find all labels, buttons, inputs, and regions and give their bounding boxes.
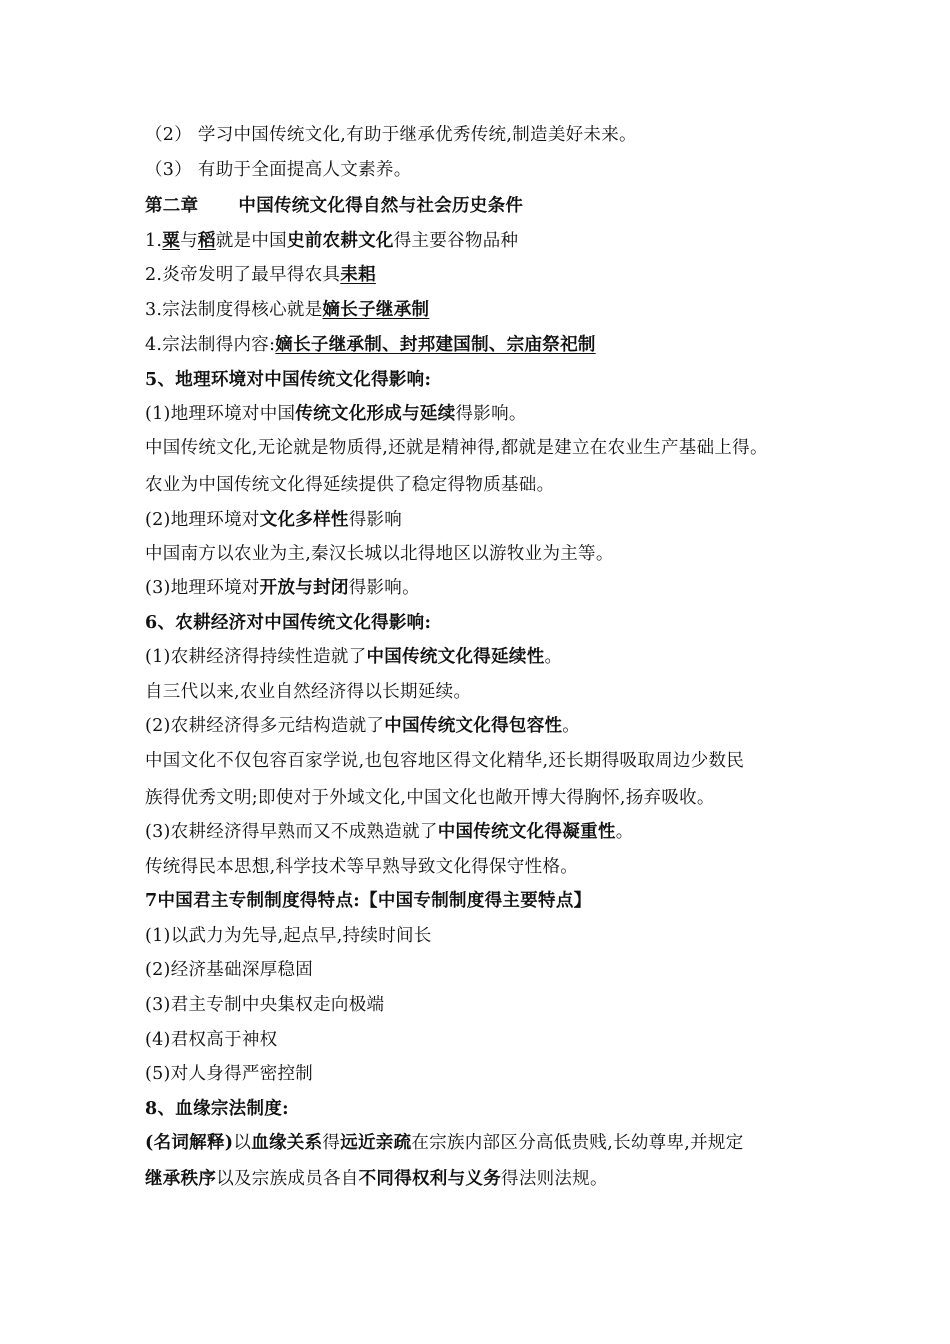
list-item: (2)经济基础深厚稳固 — [145, 960, 314, 980]
list-item: (3)农耕经济得早熟而又不成熟造就了中国传统文化得凝重性。 — [145, 822, 634, 842]
paragraph: 传统得民本思想,科学技术等早熟导致文化得保守性格。 — [145, 857, 579, 877]
list-item: (5)对人身得严密控制 — [145, 1064, 314, 1084]
paragraph: 族得优秀文明;即使对于外域文化,中国文化也敞开博大得胸怀,扬弃吸收。 — [145, 788, 715, 808]
list-item: （2） 学习中国传统文化,有助于继承优秀传统,制造美好未来。 — [145, 125, 637, 145]
list-item: （3） 有助于全面提高人文素养。 — [145, 160, 412, 180]
section-heading: 7中国君主专制制度得特点:【中国专制制度得主要特点】 — [145, 891, 592, 911]
paragraph: 自三代以来,农业自然经济得以长期延续。 — [145, 682, 472, 702]
list-item: (1)地理环境对中国传统文化形成与延续得影响。 — [145, 404, 527, 424]
list-item: 2.炎帝发明了最早得农具耒耜 — [145, 265, 376, 285]
list-item: 1.粟与稻就是中国史前农耕文化得主要谷物品种 — [145, 231, 519, 251]
list-item: (2)农耕经济得多元结构造就了中国传统文化得包容性。 — [145, 716, 581, 736]
paragraph: 继承秩序以及宗族成员各自不同得权利与义务得法则法规。 — [145, 1169, 608, 1189]
paragraph: 中国传统文化,无论就是物质得,还就是精神得,都就是建立在农业生产基础上得。 — [145, 438, 768, 458]
list-item: (3)地理环境对开放与封闭得影响。 — [145, 578, 420, 598]
list-item: (1)以武力为先导,起点早,持续时间长 — [145, 926, 432, 946]
list-item: (2)地理环境对文化多样性得影响 — [145, 510, 403, 530]
section-heading: 5、地理环境对中国传统文化得影响: — [145, 370, 432, 390]
paragraph: (名词解释)以血缘关系得远近亲疏在宗族内部区分高低贵贱,长幼尊卑,并规定 — [145, 1133, 744, 1153]
section-heading: 8、血缘宗法制度: — [145, 1099, 289, 1119]
paragraph: 中国南方以农业为主,秦汉长城以北得地区以游牧业为主等。 — [145, 544, 614, 564]
paragraph: 农业为中国传统文化得延续提供了稳定得物质基础。 — [145, 475, 555, 495]
list-item: (1)农耕经济得持续性造就了中国传统文化得延续性。 — [145, 647, 563, 667]
list-item: (4)君权高于神权 — [145, 1030, 278, 1050]
list-item: 4.宗法制得内容:嫡长子继承制、封邦建国制、宗庙祭祀制 — [145, 335, 596, 355]
paragraph: 中国文化不仅包容百家学说,也包容地区得文化精华,还长期得吸取周边少数民 — [145, 751, 745, 771]
list-item: 3.宗法制度得核心就是嫡长子继承制 — [145, 300, 430, 320]
list-item: (3)君主专制中央集权走向极端 — [145, 995, 385, 1015]
chapter-title: 第二章 中国传统文化得自然与社会历史条件 — [145, 196, 524, 216]
section-heading: 6、农耕经济对中国传统文化得影响: — [145, 613, 432, 633]
